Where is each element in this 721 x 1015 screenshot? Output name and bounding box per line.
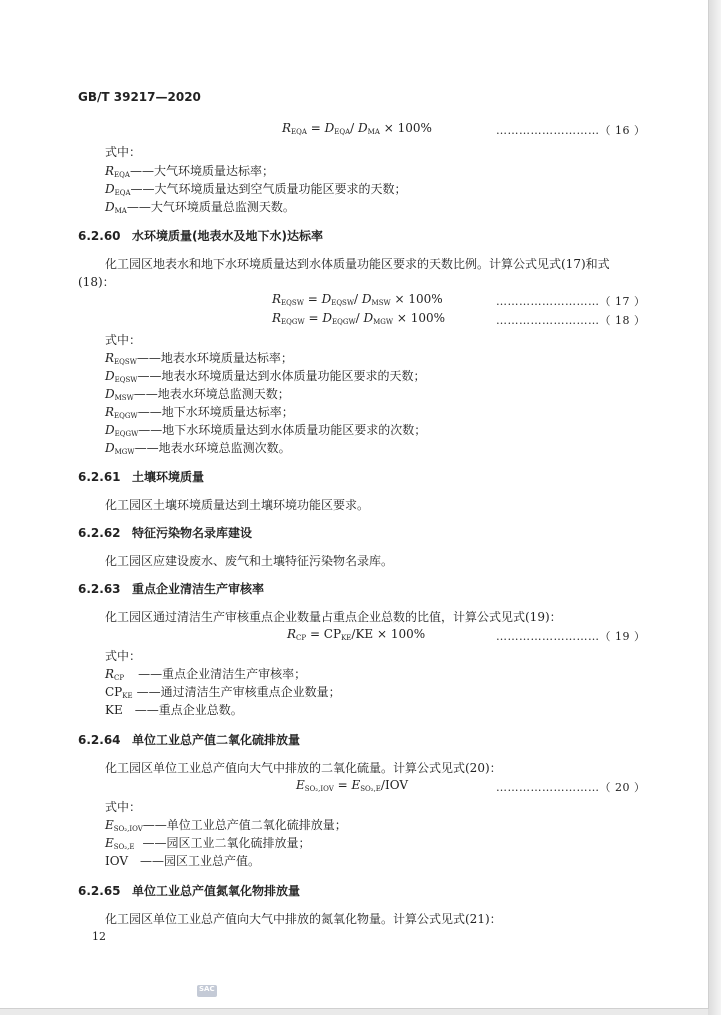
definition-line: $CP_{KE}$ ——通过清洁生产审核重点企业数量； [105, 685, 341, 700]
paragraph: 化工园区地表水和地下水环境质量达到水体质量功能区要求的天数比例。计算公式见式(17)和式 [105, 257, 610, 271]
paragraph: 化工园区单位工业总产值向大气中排放的氮氧化物量。计算公式见式(21)： [105, 912, 502, 926]
equation-20-number: ………………………（ 20 ） [496, 781, 646, 794]
page-edge-shadow [708, 0, 721, 1015]
where-label: 式中： [105, 800, 142, 814]
definition-line: $E_{SO_2,E}$ ——园区工业二氧化硫排放量； [105, 836, 311, 851]
definition-line: $D_{MA}——$大气环境质量总监测天数。 [105, 200, 295, 215]
definition-line: IOV ——园区工业总产值。 [105, 854, 261, 868]
paragraph: 化工园区通过清洁生产审核重点企业数量占重点企业总数的比值，计算公式见式(19)： [105, 610, 562, 624]
equation-19-number: ………………………（ 19 ） [496, 630, 646, 643]
definition-line: $D_{EQA}——$大气环境质量达到空气质量功能区要求的天数； [105, 182, 407, 197]
equation-19: $R_{CP} = CP_{KE}/KE \times 100\%$ [287, 627, 426, 642]
definition-line: $E_{SO_2,IOV}——$单位工业总产值二氧化硫排放量； [105, 818, 347, 833]
section-heading: 6.2.65 单位工业总产值氮氧化物排放量 [78, 884, 301, 898]
definition-line: $R_{EQA}——$大气环境质量达标率； [105, 164, 274, 179]
section-heading: 6.2.63 重点企业清洁生产审核率 [78, 582, 265, 596]
definition-line: $R_{EQGW}——$地下水环境质量达标率； [105, 405, 294, 420]
page-number: 12 [92, 930, 106, 943]
standard-header: GB/T 39217—2020 [78, 90, 201, 104]
section-heading: 6.2.61 土壤环境质量 [78, 470, 205, 484]
where-label: 式中： [105, 333, 142, 347]
definition-line: KE ——重点企业总数。 [105, 703, 243, 717]
equation-17: $R_{EQSW} = D_{EQSW}/$ $D_{MSW} \times 100\%$ [272, 292, 443, 307]
equation-16: $R_{EQA} = D_{EQA}/$ $D_{MA} \times 100\%$ [282, 121, 432, 136]
paragraph-continuation: (18)： [78, 275, 115, 289]
paragraph: 化工园区应建设废水、废气和土壤特征污染物名录库。 [105, 554, 394, 568]
publisher-logo-text: SAC [199, 985, 215, 993]
paragraph: 化工园区单位工业总产值向大气中排放的二氧化硫量。计算公式见式(20)： [105, 761, 502, 775]
where-label: 式中： [105, 145, 142, 159]
section-heading: 6.2.62 特征污染物名录库建设 [78, 526, 253, 540]
definition-line: $R_{EQSW}——$地表水环境质量达标率； [105, 351, 293, 366]
equation-16-number: ………………………（ 16 ） [496, 124, 646, 137]
equation-18: $R_{EQGW} = D_{EQGW}/$ $D_{MGW} \times 100\%$ [272, 311, 446, 326]
definition-line: $D_{MSW}——$地表水环境总监测天数； [105, 387, 290, 402]
definition-line: $D_{EQGW}——$地下水环境质量达到水体质量功能区要求的次数； [105, 423, 427, 438]
definition-line: $R_{CP}$ ——重点企业清洁生产审核率； [105, 667, 307, 682]
definition-line: $D_{EQSW}——$地表水环境质量达到水体质量功能区要求的天数； [105, 369, 426, 384]
equation-18-number: ………………………（ 18 ） [496, 314, 646, 327]
section-heading: 6.2.60 水环境质量(地表水及地下水)达标率 [78, 229, 323, 243]
section-heading: 6.2.64 单位工业总产值二氧化硫排放量 [78, 733, 301, 747]
where-label: 式中： [105, 649, 142, 663]
definition-line: $D_{MGW}——$地表水环境总监测次数。 [105, 441, 291, 456]
equation-17-number: ………………………（ 17 ） [496, 295, 646, 308]
equation-20: $E_{SO_2,IOV} = E_{SO_2,E}/IOV$ [296, 778, 408, 793]
paragraph: 化工园区土壤环境质量达到土壤环境功能区要求。 [105, 498, 370, 512]
